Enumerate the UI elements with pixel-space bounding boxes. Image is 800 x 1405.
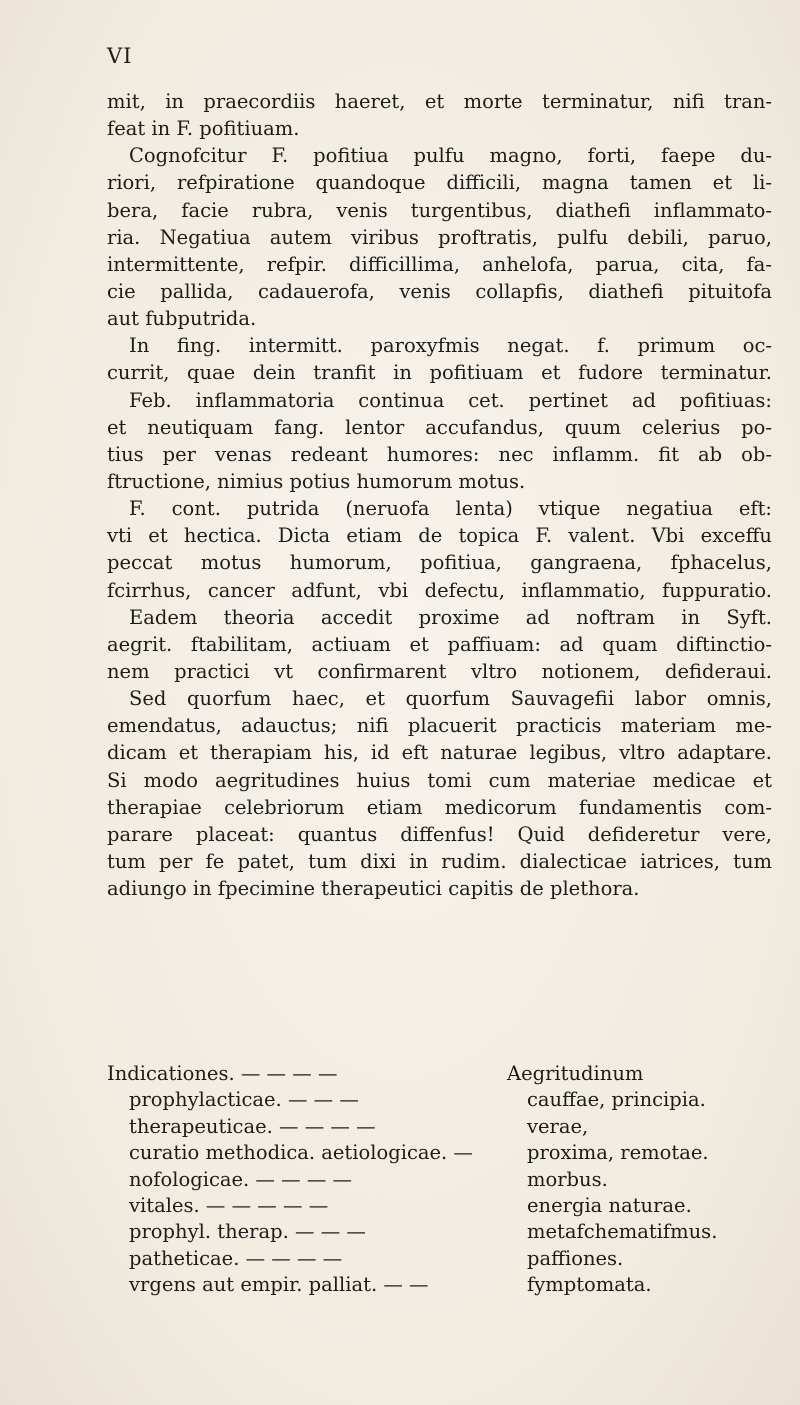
- text-line: et neutiquam fang. lentor accufandus, quum celerius po-: [107, 415, 772, 439]
- text-line: Si modo aegritudines huius tomi cum materiae medicae et: [107, 768, 772, 792]
- text-line: parare placeat: quantus diffenfus! Quid defideretur vere,: [107, 822, 772, 846]
- table-cell-right: proxima, remotae.: [527, 1141, 709, 1165]
- text-line: ria. Negatiua autem viribus proftratis, pulfu debili, paruo,: [107, 225, 772, 249]
- table-row: [107, 1141, 772, 1167]
- table-cell-left: therapeuticae. — — — —: [129, 1114, 376, 1138]
- text-line: In fing. intermitt. paroxyfmis negat. f. primum oc-: [129, 334, 772, 358]
- text-line: peccat motus humorum, pofitiua, gangraena, fphacelus,: [107, 551, 772, 575]
- table-row: [107, 1088, 772, 1114]
- text-line: tum per fe patet, tum dixi in rudim. dialecticae iatrices, tum: [107, 849, 772, 873]
- text-line: emendatus, adauctus; nifi placuerit practicis materiam me-: [107, 714, 772, 738]
- table-cell-left: nofologicae. — — — —: [129, 1167, 353, 1191]
- text-line: riori, refpiratione quandoque difficili, magna tamen et li-: [107, 171, 772, 195]
- table-row: [107, 1168, 772, 1194]
- table-row: [107, 1273, 772, 1299]
- table-row: [107, 1247, 772, 1273]
- text-line: dicam et therapiam his, id eft naturae legibus, vltro adaptare.: [107, 741, 772, 765]
- table-cell-right: energia naturae.: [527, 1193, 692, 1217]
- text-line: currit, quae dein tranfit in pofitiuam et fudore terminatur.: [107, 361, 772, 385]
- table-cell-left: patheticae. — — — —: [129, 1246, 343, 1270]
- text-line: F. cont. putrida (neruofa lenta) vtique negatiua eft:: [129, 497, 772, 521]
- table-cell-right: Aegritudinum: [507, 1062, 644, 1085]
- text-line: bera, facie rubra, venis turgentibus, diathefi inflammato-: [107, 198, 772, 222]
- table-cell-left: vrgens aut empir. palliat. — —: [129, 1273, 429, 1297]
- table-cell-left: vitales. — — — — —: [129, 1193, 329, 1217]
- table-cell-right: fymptomata.: [527, 1273, 652, 1297]
- table-cell-left: curatio methodica. aetiologicae. —: [129, 1141, 473, 1165]
- table-cell-right: paffiones.: [527, 1246, 624, 1270]
- table-row: [107, 1220, 772, 1246]
- text-line: Eadem theoria accedit proxime ad noftram in Syft.: [129, 605, 772, 629]
- text-line: mit, in praecordiis haeret, et morte terminatur, nifi tran-: [107, 90, 772, 113]
- text-line: aut fubputrida.: [107, 307, 257, 331]
- text-line: Feb. inflammatoria continua cet. pertinet ad pofitiuas:: [129, 388, 772, 412]
- table-cell-right: morbus.: [527, 1167, 608, 1191]
- page-number: VI: [107, 44, 133, 68]
- text-line: fcirrhus, cancer adfunt, vbi defectu, inflammatio, fuppuratio.: [107, 578, 772, 602]
- body-text: [107, 88, 772, 902]
- table-cell-left: prophyl. therap. — — —: [129, 1220, 366, 1244]
- text-line: aegrit. ftabilitam, actiuam et paffiuam: ad quam diftinctio-: [107, 632, 772, 656]
- text-line: intermittente, refpir. difficillima, anhelofa, parua, cita, fa-: [107, 252, 772, 276]
- text-line: Sed quorfum haec, et quorfum Sauvagefii labor omnis,: [129, 687, 772, 711]
- table-cell-left: prophylacticae. — — —: [129, 1088, 359, 1112]
- table-cell-right: cauffae, principia.: [527, 1088, 706, 1112]
- table-row: [107, 1115, 772, 1141]
- text-line: feat in F. pofitiuam.: [107, 117, 300, 141]
- text-line: adiungo in fpecimine therapeutici capitis de plethora.: [107, 877, 640, 901]
- text-line: therapiae celebriorum etiam medicorum fundamentis com-: [107, 795, 772, 819]
- text-line: Cognofcitur F. pofitiua pulfu magno, forti, faepe du-: [129, 144, 772, 168]
- text-line: vti et hectica. Dicta etiam de topica F. valent. Vbi exceffu: [107, 524, 772, 548]
- indications-table: [107, 1062, 772, 1300]
- table-cell-right: metafchematifmus.: [527, 1220, 718, 1244]
- table-cell-right: verae,: [527, 1114, 589, 1138]
- table-row: [107, 1194, 772, 1220]
- table-cell-left: Indicationes. — — — —: [107, 1062, 338, 1085]
- table-row: [107, 1062, 772, 1088]
- text-line: nem practici vt confirmarent vltro notionem, defideraui.: [107, 659, 772, 683]
- text-line: cie pallida, cadauerofa, venis collapfis, diathefi pituitofa: [107, 279, 772, 303]
- text-line: ftructione, nimius potius humorum motus.: [107, 469, 526, 493]
- text-line: tius per venas redeant humores: nec inflamm. fit ab ob-: [107, 442, 772, 466]
